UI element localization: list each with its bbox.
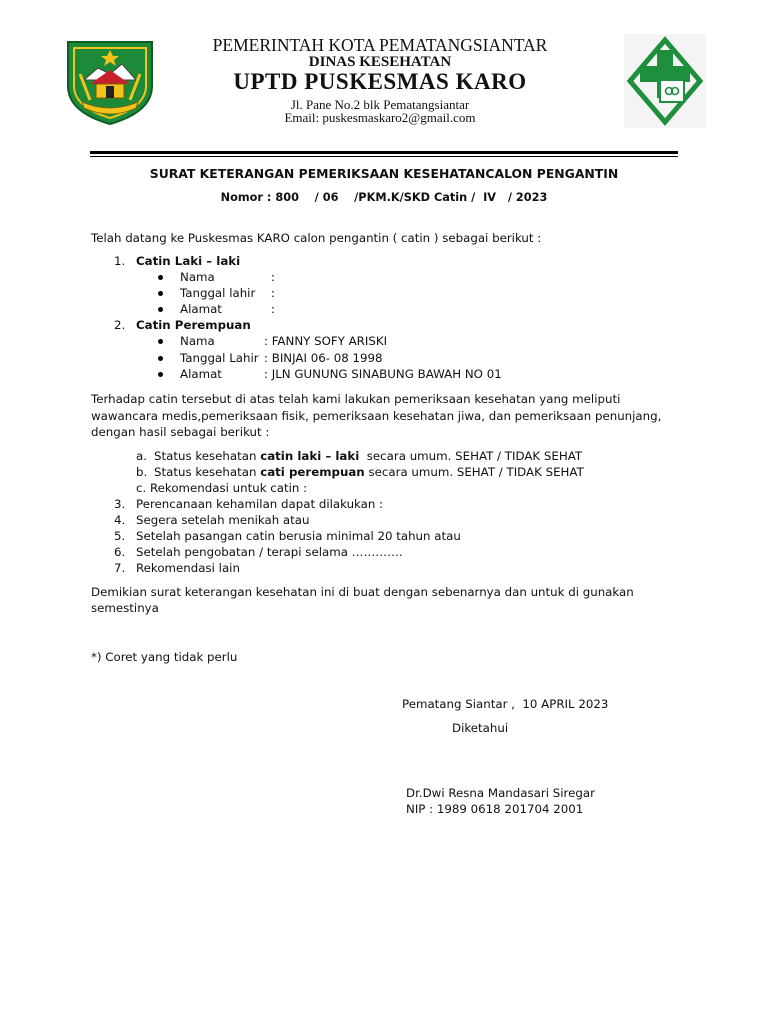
recommendation-text: Setelah pengobatan / terapi selama …………. bbox=[136, 545, 403, 559]
signatory-name: Dr.Dwi Resna Mandasari Siregar bbox=[406, 786, 595, 800]
header-rule-thin bbox=[90, 156, 678, 157]
bullet bbox=[158, 291, 163, 296]
header-government: PEMERINTAH KOTA PEMATANGSIANTAR bbox=[212, 35, 548, 55]
recommendation-text: Perencanaan kehamilan dapat dilakukan : bbox=[136, 497, 384, 511]
bullet bbox=[158, 275, 163, 280]
document-title: SURAT KETERANGAN PEMERIKSAAN KESEHATANCALON PENGANTIN bbox=[149, 166, 619, 181]
field-label: Nama bbox=[180, 334, 215, 348]
bullet bbox=[158, 307, 163, 312]
puskesmas-logo bbox=[624, 34, 706, 128]
section-2-number: 2. bbox=[114, 318, 126, 332]
header-address: Jl. Pane No.2 blk Pematangsiantar bbox=[290, 97, 470, 112]
header-email: Email: puskesmaskaro2@gmail.com bbox=[284, 110, 476, 125]
section-1-number: 1. bbox=[114, 254, 126, 268]
recommendation-number: 3. bbox=[114, 497, 126, 511]
field-value: : bbox=[271, 270, 275, 284]
field-value: : FANNY SOFY ARISKI bbox=[264, 334, 388, 348]
status-c-text: c. Rekomendasi untuk catin : bbox=[136, 481, 308, 495]
status-a-text: Status kesehatan catin laki – laki secara umum. SEHAT / TIDAK SEHAT bbox=[154, 449, 583, 463]
recommendation-text: Setelah pasangan catin berusia minimal 20 tahun atau bbox=[136, 529, 461, 543]
field-value: : bbox=[271, 302, 275, 316]
paragraph-line: Terhadap catin tersebut di atas telah kami lakukan pemeriksaan kesehatan yang meliputi bbox=[91, 392, 621, 406]
status-b-marker: b. bbox=[136, 465, 148, 479]
header-institution: UPTD PUSKESMAS KARO bbox=[233, 69, 527, 94]
header-department: DINAS KESEHATAN bbox=[308, 54, 452, 70]
field-label: Alamat bbox=[180, 302, 222, 316]
field-label: Tanggal lahir bbox=[180, 286, 256, 300]
city-logo bbox=[60, 34, 160, 128]
section-1-heading: Catin Laki – laki bbox=[136, 254, 241, 268]
recommendation-number: 5. bbox=[114, 529, 126, 543]
field-value: : BINJAI 06- 08 1998 bbox=[264, 351, 383, 365]
field-label: Nama bbox=[180, 270, 215, 284]
status-a-marker: a. bbox=[136, 449, 147, 463]
intro-text: Telah datang ke Puskesmas KARO calon pengantin ( catin ) sebagai berikut : bbox=[91, 231, 542, 245]
status-b-text: Status kesehatan cati perempuan secara umum. SEHAT / TIDAK SEHAT bbox=[154, 465, 584, 479]
field-label: Alamat bbox=[180, 367, 222, 381]
recommendation-number: 4. bbox=[114, 513, 126, 527]
signatory-nip: NIP : 1989 0618 201704 2001 bbox=[406, 802, 584, 816]
place-date: Pematang Siantar , 10 APRIL 2023 bbox=[402, 697, 609, 711]
bullet bbox=[158, 339, 163, 344]
field-label: Tanggal Lahir bbox=[180, 351, 259, 365]
paragraph-line: wawancara medis,pemeriksaan fisik, pemeriksaan kesehatan jiwa, dan pemeriksaan penunjang, bbox=[91, 409, 662, 423]
recommendation-text: Segera setelah menikah atau bbox=[136, 513, 310, 527]
field-value: : bbox=[271, 286, 275, 300]
section-2-heading: Catin Perempuan bbox=[136, 318, 251, 332]
recommendation-number: 6. bbox=[114, 545, 126, 559]
bullet bbox=[158, 356, 163, 361]
closing-line: Demikian surat keterangan kesehatan ini di buat dengan sebenarnya dan untuk di gunakan bbox=[91, 585, 634, 599]
bullet bbox=[158, 372, 163, 377]
recommendation-number: 7. bbox=[114, 561, 126, 575]
footnote: *) Coret yang tidak perlu bbox=[91, 650, 238, 664]
document-number: Nomor : 800 / 06 /PKM.K/SKD Catin / IV / 2023 bbox=[220, 191, 548, 204]
header-rule-thick bbox=[90, 151, 678, 154]
closing-line: semestinya bbox=[91, 601, 159, 615]
recommendation-text: Rekomendasi lain bbox=[136, 561, 240, 575]
field-value: : JLN GUNUNG SINABUNG BAWAH NO 01 bbox=[264, 367, 502, 381]
acknowledged-label: Diketahui bbox=[452, 721, 509, 735]
paragraph-line: dengan hasil sebagai berikut : bbox=[91, 425, 270, 439]
